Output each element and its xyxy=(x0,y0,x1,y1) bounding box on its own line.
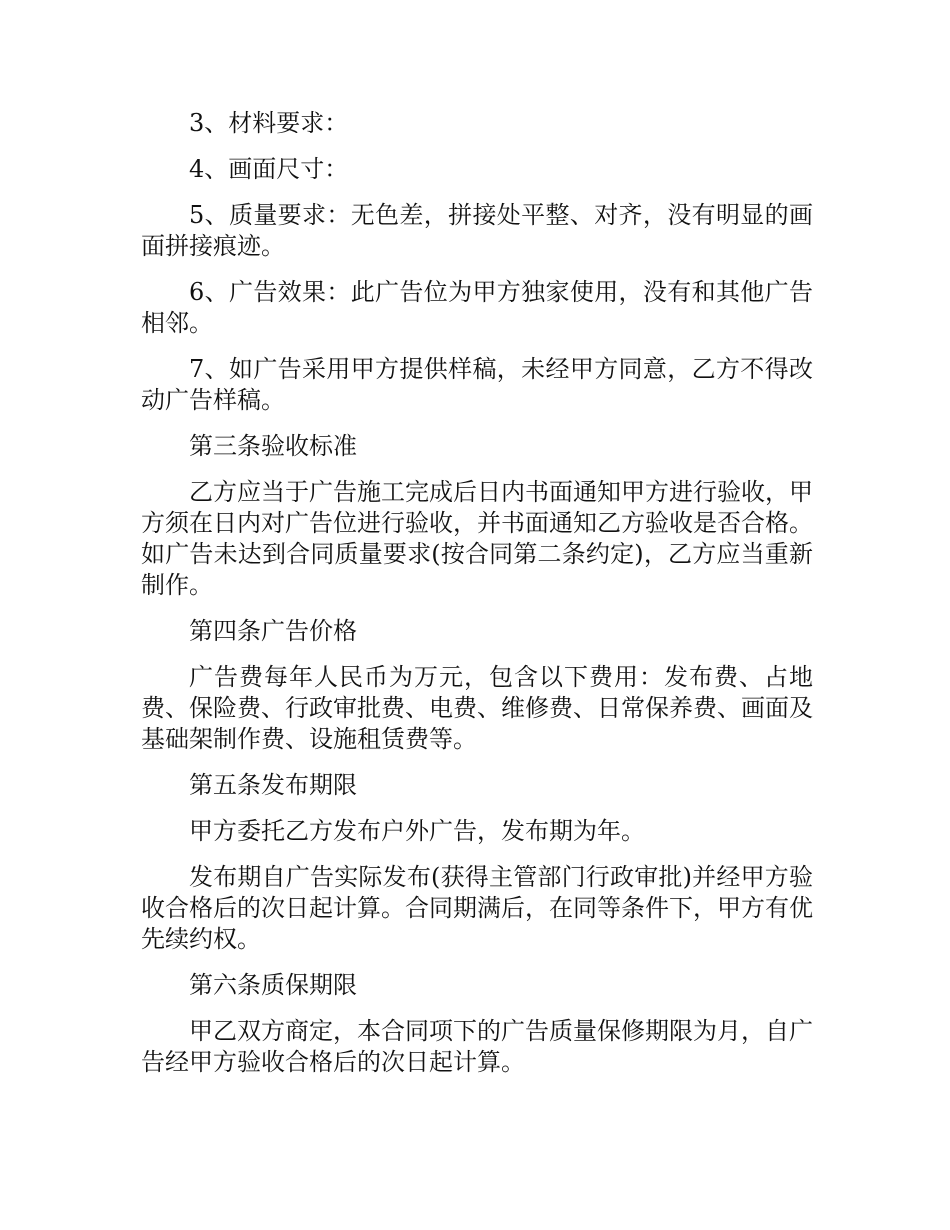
section-heading-warranty: 第六条质保期限 xyxy=(189,971,357,999)
paragraph-quality-requirements: 5、质量要求：无色差，拼接处平整、对齐，没有明显的画面拼接痕迹。 xyxy=(141,201,813,260)
section-heading-price: 第四条广告价格 xyxy=(189,617,357,645)
section-heading-publish-period: 第五条发布期限 xyxy=(189,771,357,799)
paragraph-ad-effect: 6、广告效果：此广告位为甲方独家使用，没有和其他广告相邻。 xyxy=(141,278,813,337)
paragraph-image-size: 4、画面尺寸： xyxy=(189,155,349,183)
paragraph-price: 广告费每年人民币为万元，包含以下费用：发布费、占地费、保险费、行政审批费、电费、维修费、日常保养费、画面及基础架制作费、设施租赁费等。 xyxy=(141,663,813,753)
paragraph-warranty: 甲乙双方商定，本合同项下的广告质量保修期限为月，自广告经甲方验收合格后的次日起计算。 xyxy=(141,1017,813,1076)
section-heading-acceptance: 第三条验收标准 xyxy=(189,432,357,460)
paragraph-acceptance: 乙方应当于广告施工完成后日内书面通知甲方进行验收，甲方须在日内对广告位进行验收，并书面通知乙方验收是否合格。如广告未达到合同质量要求(按合同第二条约定)，乙方应当重新制作。 xyxy=(141,478,813,599)
paragraph-publish-start: 发布期自广告实际发布(获得主管部门行政审批)并经甲方验收合格后的次日起计算。合同期满后，在同等条件下，甲方有优先续约权。 xyxy=(141,863,813,953)
paragraph-publish-period: 甲方委托乙方发布户外广告，发布期为年。 xyxy=(189,817,645,845)
document-body xyxy=(141,108,813,1093)
paragraph-material-requirements: 3、材料要求： xyxy=(189,109,349,137)
paragraph-sample-draft: 7、如广告采用甲方提供样稿，未经甲方同意，乙方不得改动广告样稿。 xyxy=(141,355,813,414)
